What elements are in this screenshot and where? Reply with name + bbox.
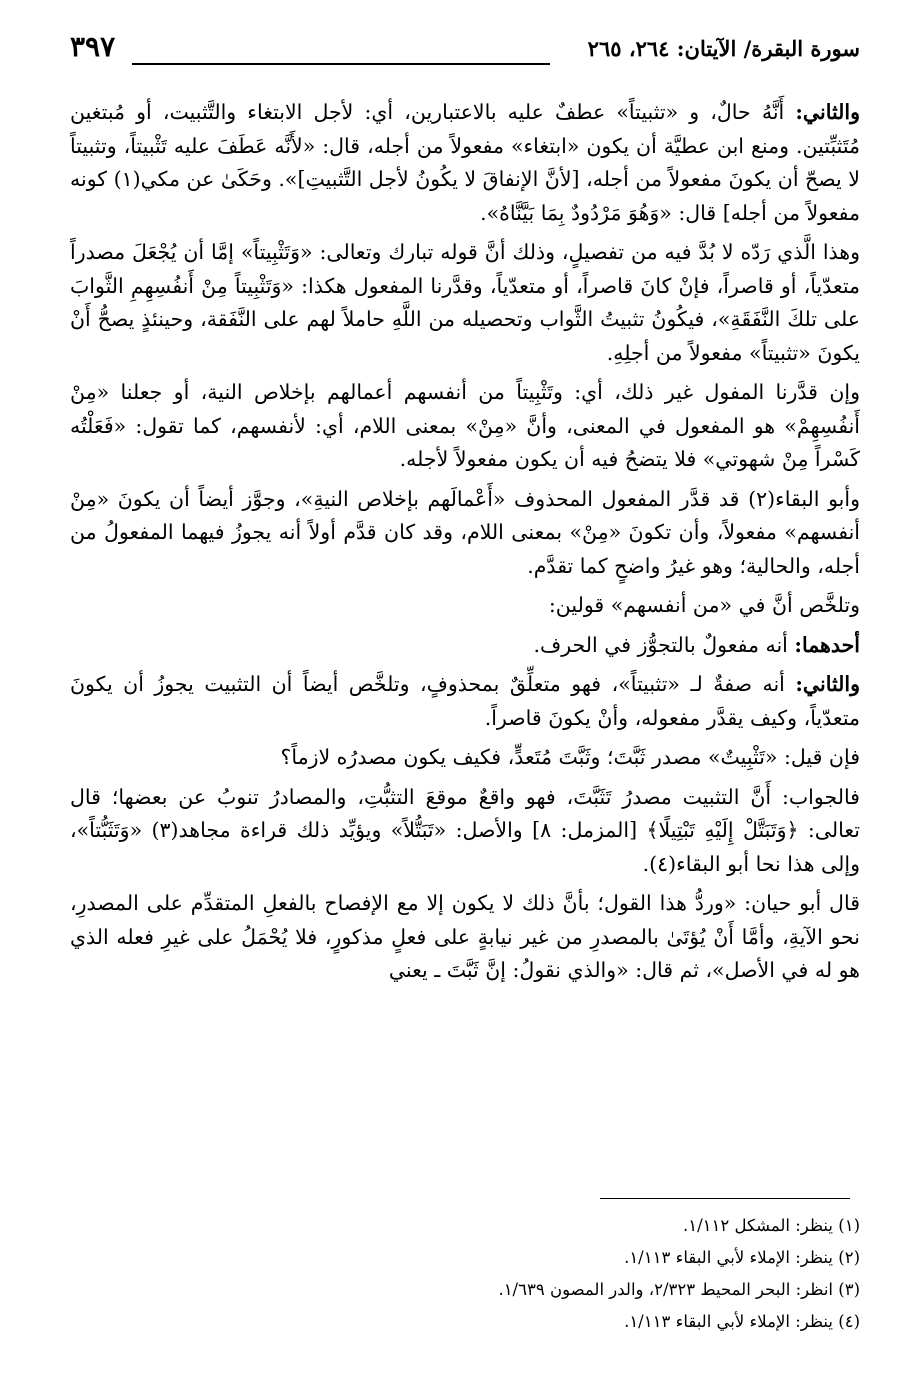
footnotes [70, 1210, 860, 1338]
paragraph-text: فالجواب: أَنَّ التثبيت مصدرُ تَثَبَّتَ، فهو واقعٌ موقعَ التثبُّتِ، والمصادرُ تنوبُ عن بعضها؛ قال تعالى: ﴿وَتَبَتَّلْ إِلَيْهِ تَبْتِيلًا﴾ [المزمل: ٨] والأصل: «تَبَتُّلاً» ويؤيِّد ذلك قراءة مجاهد(٣) «وَتَثَبُّتاً»، وإلى هذا نحا أبو البقاء(٤). [70, 784, 860, 876]
footnote: (٣) انظر: البحر المحيط ٢/٣٢٣، والدر المصون ١/٦٣٩. [498, 1280, 860, 1299]
footnote: (١) ينظر: المشكل ١/١١٢. [683, 1216, 860, 1235]
paragraph-lead: والثاني: [795, 672, 860, 696]
paragraph [70, 668, 860, 735]
footnote-rule [600, 1198, 850, 1199]
paragraph [70, 887, 860, 988]
footnote: (٤) ينظر: الإملاء لأبي البقاء ١/١١٣. [624, 1312, 860, 1331]
paragraph-lead: أحدهما: [794, 632, 860, 657]
paragraph-text: قال أبو حيان: «وردُّ هذا القول؛ بأنَّ ذلك لا يكون إلا مع الإفصاح بالفعلِ المتقدِّم على المصدرِ، نحو الآيةِ، وأمَّا أَنْ يُؤتَىٰ بالمصدرِ من غير نيابةٍ على فعلٍ مذكورٍ، فلا يُحْمَلُ على غيرِ فعله الذي هو له في الأصل»، ثم قال: «والذي نقولُ: إنَّ ثَبَّتَ ـ يعني [70, 891, 860, 982]
paragraph [70, 376, 860, 477]
paragraph-text: وأبو البقاء(٢) قد قدَّر المفعول المحذوف «أَعْمالَهم بإخلاص النيةِ»، وجوَّز أيضاً أن يكونَ «مِنْ أنفسهم» مفعولاً، وأن تكونَ «مِنْ» بمعنى اللام، وقد كان قدَّم أولاً أنه يجوزُ فيهما المفعولُ من أجله، والحالية؛ وهو غيرُ واضحٍ كما تقدَّم. [70, 486, 860, 578]
header-title: سورة البقرة/ الآيتان: ٢٦٤، ٢٦٥ [587, 36, 860, 61]
paragraph [70, 589, 860, 623]
footnote: (٢) ينظر: الإملاء لأبي البقاء ١/١١٣. [624, 1248, 860, 1267]
paragraph-text: وهذا الَّذي رَدّه لا بُدَّ فيه من تفصيلٍ، وذلك أنَّ قوله تبارك وتعالى: «وَتَثْبِيتاً» إمَّا أن يُجْعَلَ مصدراً متعدّياً، أو قاصراً، فإنْ كانَ قاصراً، أو متعدّياً، وقدَّرنا المفعول هكذا: «وَتَثْبِيتاً مِنْ أَنفُسِهِمِ الثَّوابَ على تلكَ النَّفَقَةِ»، فيكُونُ تثبيتُ الثَّواب وتحصيله من اللَّهِ حاملاً لهم على النَّفَقة، وحينئذٍ يصحُّ أَنْ يكونَ «تثبيتاً» مفعولاً من أجلِهِ. [70, 240, 860, 365]
paragraph-text: أنه صفةٌ لـ «تثبيتاً»، فهو متعلِّقٌ بمحذوفٍ، وتلخَّص أيضاً أن التثبيت يجوزُ أن يكونَ متعدّياً، وكيف يقدَّر مفعوله، وأنْ يكونَ قاصراً. [70, 672, 860, 730]
paragraph [70, 781, 860, 882]
paragraph-text: وتلخَّص أنَّ في «من أنفسهم» قولين: [548, 593, 860, 617]
paragraph-text: أنه مفعولٌ بالتجوُّز في الحرف. [533, 632, 795, 657]
paragraph [70, 741, 860, 775]
paragraph [70, 483, 860, 584]
page-number: ٣٩٧ [70, 30, 116, 63]
paragraph [70, 236, 860, 370]
paragraph-lead: والثاني: [795, 100, 860, 124]
running-header [70, 30, 860, 70]
header-rule [132, 63, 550, 65]
paragraph-text: وإن قدَّرنا المفول غير ذلك، أي: وتَثْبِيتاً من أنفسهم أعمالهم بإخلاص النية، أو جعلنا «مِنْ أَنفُسِهِمْ» هو المفعول في المعنى، وأنَّ «مِنْ» بمعنى اللام، أي: لأنفسهم، كما تقول: «فَعَلْتُه كَسْراً مِنْ شهوتي» فلا يتضحُ فيه أن يكون مفعولاً لأجله. [70, 380, 860, 471]
paragraph-text: فإن قيل: «تَثْبِيتٌ» مصدر ثَبَّتَ؛ وثَبَّتَ مُتَعدٍّ، فكيف يكون مصدرُه لازماً؟ [280, 745, 860, 769]
paragraph-text: أَنَّهُ حالٌ، و «تثبيتاً» عطفٌ عليه بالاعتبارين، أي: لأجل الابتغاء والتَّثبيت، أو مُبتغين مُتَثبِّتين. ومنع ابن عطيَّة أن يكون «ابتغاء» مفعولاً من أجله، قال: «لأَنَّه عَطَفَ عليه تَثْبيتاً، وتثبيتاً لا يصحّ أن يكونَ مفعولاً من أجله، [لأنَّ الإنفاقَ لا يكُونُ لأجل التَّثبيتِ]». وحَكَىٰ عن مكي(١) كونه مفعولاً من أجله] قال: «وَهُوَ مَرْدُودٌ بِمَا بَيَّنَّاهُ». [70, 100, 860, 225]
paragraph [70, 96, 860, 230]
paragraph [70, 629, 860, 663]
main-text [70, 96, 860, 994]
